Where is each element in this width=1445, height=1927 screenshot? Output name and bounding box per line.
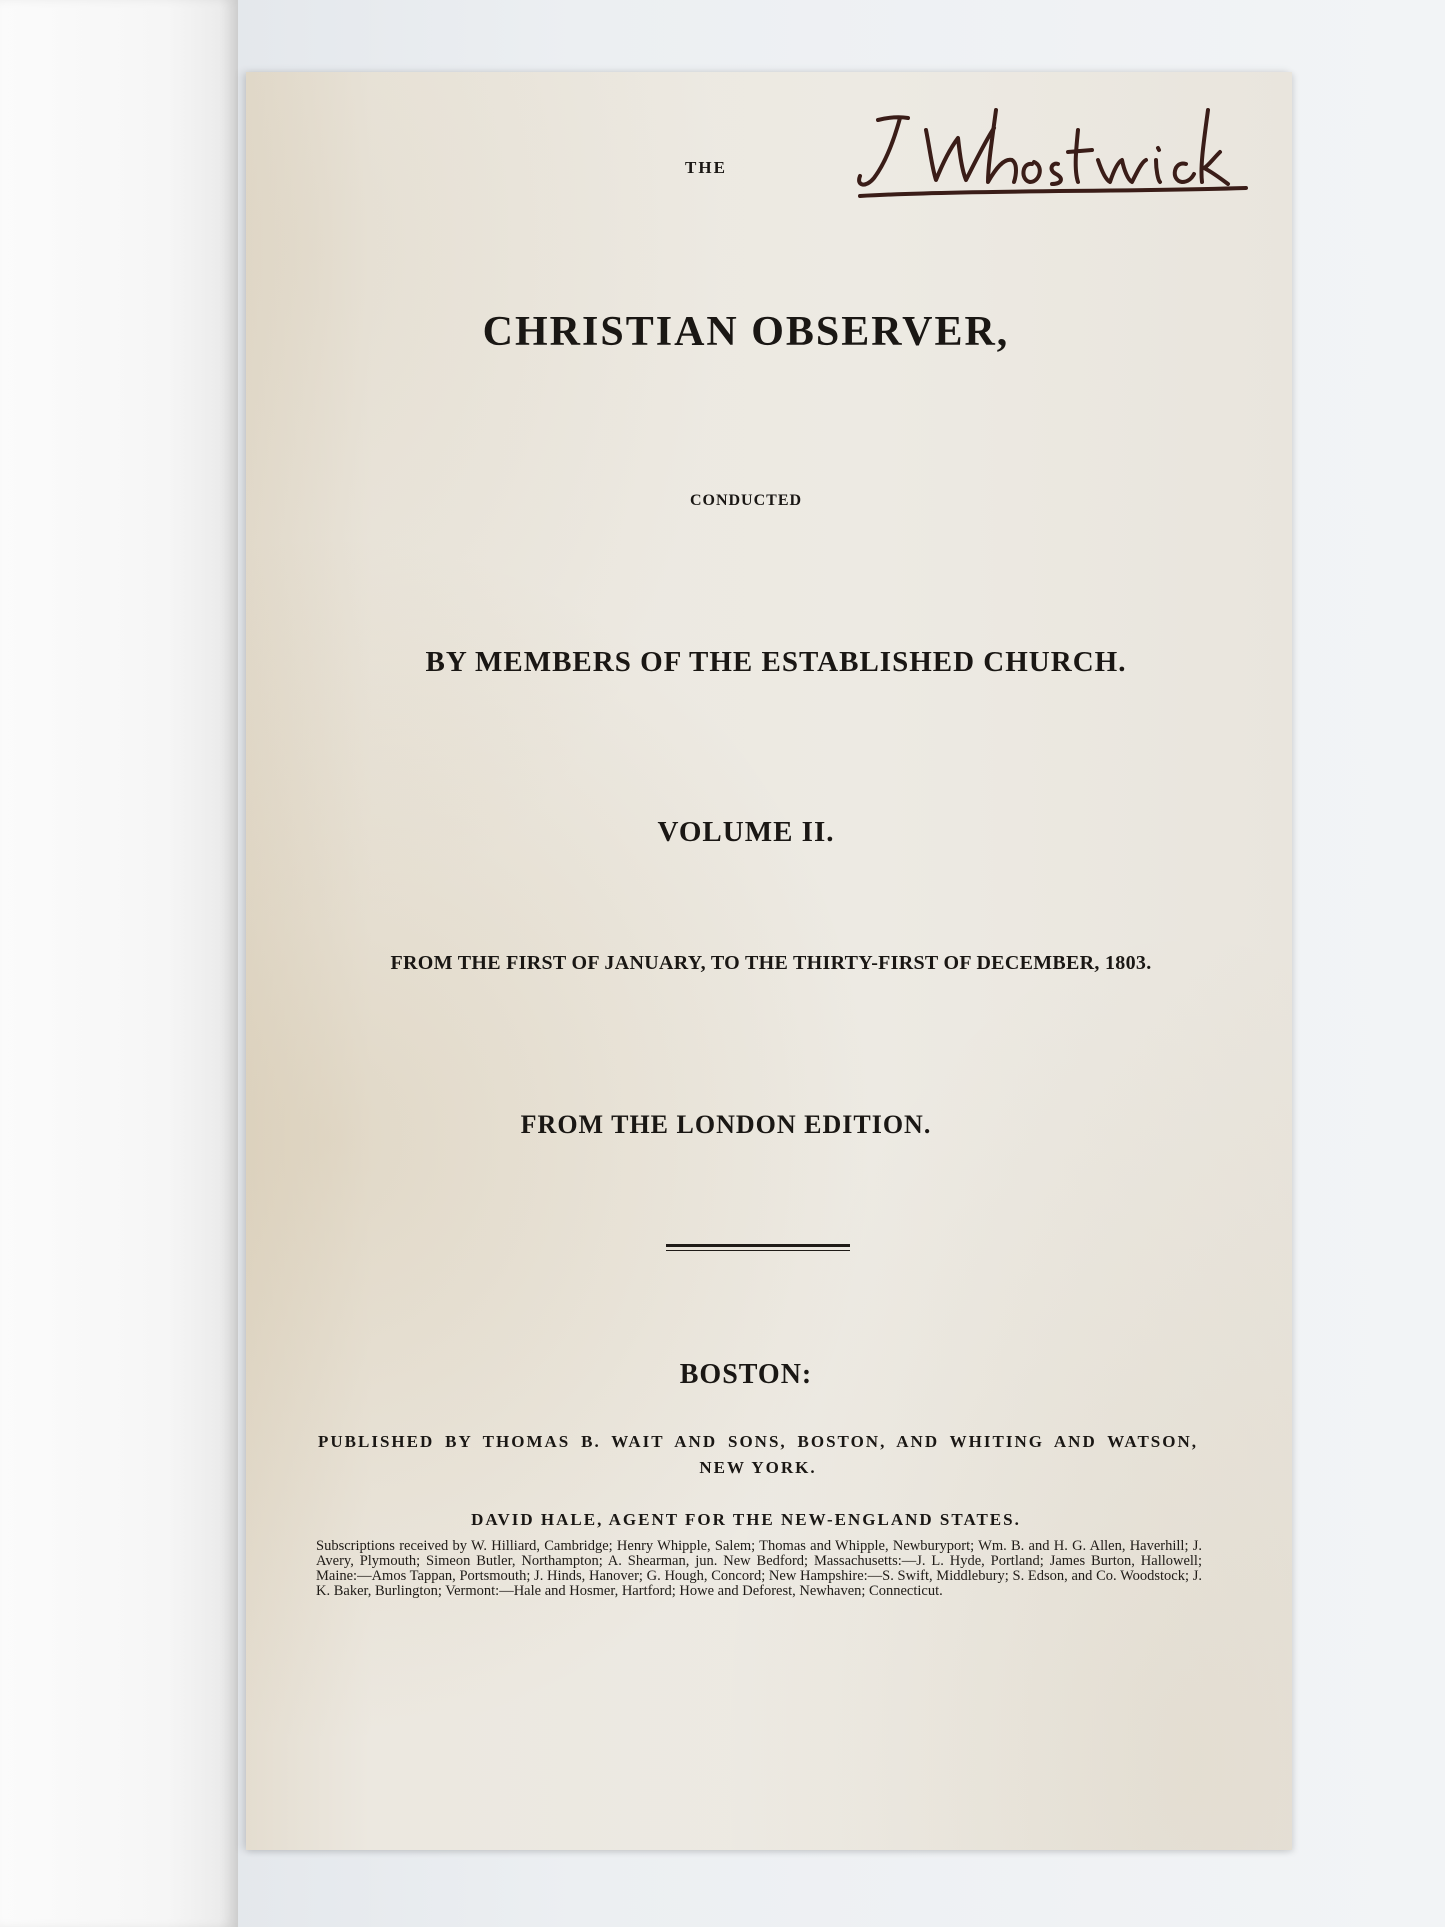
subscriptions-paragraph bbox=[316, 1539, 1202, 1599]
double-rule-divider bbox=[666, 1244, 850, 1254]
conducted-by-line: BY MEMBERS OF THE ESTABLISHED CHURCH. bbox=[425, 646, 1127, 678]
publication-city: BOSTON: bbox=[679, 1359, 813, 1390]
date-range: FROM THE FIRST OF JANUARY, TO THE THIRTY-FIRST OF DECEMBER, 1803. bbox=[390, 952, 1152, 974]
volume-number: VOLUME II. bbox=[657, 816, 835, 848]
title-article: THE bbox=[685, 158, 727, 177]
title-page bbox=[246, 72, 1292, 1850]
publisher-line: PUBLISHED BY THOMAS B. WAIT AND SONS, BOSTON, AND WHITING AND WATSON, NEW YORK. bbox=[318, 1432, 1198, 1477]
handwritten-signature bbox=[816, 90, 1256, 210]
previous-page-edge bbox=[0, 0, 238, 1927]
agent-line: DAVID HALE, AGENT FOR THE NEW-ENGLAND STATES. bbox=[471, 1510, 1021, 1529]
subscriptions-text: Subscriptions received by W. Hilliard, Cambridge; Henry Whipple, Salem; Thomas and Whipple, Newburyport; Wm. B. and H. G. Allen, Haverhill; J. Avery, Plymouth; Simeon Butler, Northampton; A. Shearman, jun. New Bedford; Massachusetts:—J. L. Hyde, Portland; James Burton, Hallowell; Maine:—Amos Tappan, Portsmouth; J. Hinds, Hanover; G. Hough, Concord; New Hampshire:—S. Swift, Middlebury; S. Edson, and Co. Woodstock; J. K. Baker, Burlington; Vermont:—Hale and Hosmer, Hartford; Howe and Deforest, Newhaven; Connecticut. bbox=[316, 1538, 1202, 1599]
page-title: CHRISTIAN OBSERVER, bbox=[482, 309, 1010, 355]
edition-line: FROM THE LONDON EDITION. bbox=[520, 1110, 932, 1139]
conducted-label: CONDUCTED bbox=[689, 492, 803, 509]
